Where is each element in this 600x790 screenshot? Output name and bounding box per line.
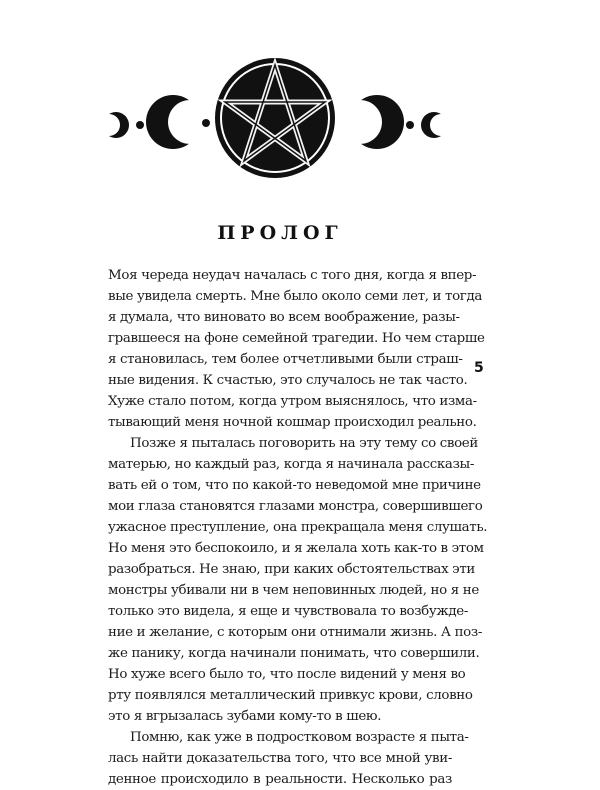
text-line: я думала, что виновато во всем воображение, разы- — [108, 310, 460, 325]
body-text — [108, 265, 488, 790]
text-line: гравшееся на фоне семейной трагедии. Но чем старше — [108, 331, 485, 346]
text-line: Позже я пыталась поговорить на эту тему со своей — [130, 436, 478, 451]
chapter-title: ПРОЛОГ — [217, 222, 343, 244]
text-line: Но хуже всего было то, что после видений у меня во — [108, 667, 466, 682]
text-line: лась найти доказательства того, что все мной уви- — [108, 751, 452, 766]
text-line: разобраться. Не знаю, при каких обстоятельствах эти — [108, 562, 475, 577]
text-line: Хуже стало потом, когда утром выяснялось, что изма- — [108, 394, 477, 409]
text-line: вать ей о том, что по какой-то неведомой мне причине — [108, 478, 481, 493]
text-line: ные видения. К счастью, это случалось не так часто. — [108, 373, 468, 388]
pentagram-moon-phases-icon — [102, 55, 448, 185]
text-line: ужасное преступление, она прекращала меня слушать. — [108, 520, 488, 535]
text-line: Моя череда неудач началась с того дня, когда я впер- — [108, 268, 477, 283]
text-line: рту появлялся металлический привкус крови, словно — [108, 688, 473, 703]
text-line: мои глаза становятся глазами монстра, совершившего — [108, 499, 483, 514]
text-line: только это видела, я еще и чувствовала то возбужде- — [108, 604, 469, 619]
text-line: тывающий меня ночной кошмар происходил реально. — [108, 415, 477, 430]
text-line: Но меня это беспокоило, и я желала хоть как-то в этом — [108, 541, 484, 556]
text-line: денное происходило в реальности. Несколько раз — [108, 772, 452, 787]
text-line: матерью, но каждый раз, когда я начинала рассказы- — [108, 457, 475, 472]
text-line: я становилась, тем более отчетливыми были страш- — [108, 352, 463, 367]
text-line: же панику, когда начинали понимать, что совершили. — [108, 646, 480, 661]
text-line: ние и желание, с которым они отнимали жизнь. А поз- — [108, 625, 483, 640]
text-line: монстры убивали ни в чем неповинных людей, но я не — [108, 583, 479, 598]
text-line: вые увидела смерть. Мне было около семи лет, и тогда — [108, 289, 483, 304]
text-line: Помню, как уже в подростковом возрасте я пыта- — [130, 730, 469, 745]
text-line: это я вгрызалась зубами кому-то в шею. — [108, 709, 382, 724]
page-number: 5 — [474, 360, 484, 376]
